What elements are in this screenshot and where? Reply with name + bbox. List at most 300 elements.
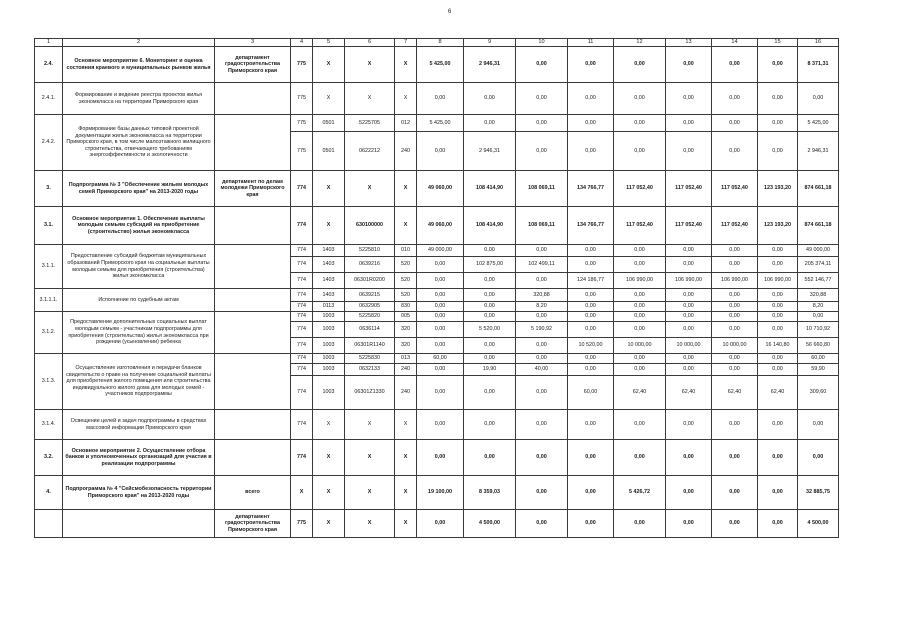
table-cell: 3.1.4. bbox=[35, 410, 63, 440]
table-cell: 874 661,18 bbox=[798, 171, 839, 207]
table-cell: 0,00 bbox=[568, 354, 614, 364]
table-cell: 0,00 bbox=[614, 245, 666, 257]
table-cell: 0,00 bbox=[614, 83, 666, 115]
table-cell: 0,00 bbox=[614, 510, 666, 538]
table-cell: 117 052,40 bbox=[712, 207, 758, 245]
table-cell: 0,00 bbox=[568, 510, 614, 538]
table-cell: 117 052,40 bbox=[712, 171, 758, 207]
table-cell: 4 500,00 bbox=[798, 510, 839, 538]
table-cell: 0,00 bbox=[758, 302, 798, 312]
table-cell: 06301R1140 bbox=[345, 338, 395, 354]
table-cell: 0,00 bbox=[516, 338, 568, 354]
column-header: 8 bbox=[417, 39, 464, 47]
table-cell: Х bbox=[345, 410, 395, 440]
table-cell: 19,90 bbox=[464, 364, 516, 376]
table-cell: 0,00 bbox=[417, 132, 464, 171]
table-cell: 59,90 bbox=[798, 364, 839, 376]
column-header: 15 bbox=[758, 39, 798, 47]
table-cell: 552 146,77 bbox=[798, 273, 839, 289]
table-cell: 0,00 bbox=[712, 302, 758, 312]
table-cell: 0,00 bbox=[666, 510, 712, 538]
table-cell: 0,00 bbox=[516, 312, 568, 322]
table-cell: 4 500,00 bbox=[464, 510, 516, 538]
table-cell: Предоставление субсидий бюджетам муниципальных образований Приморского края на социальные выплаты молодым семьям для приобретения (строительства) жилья экономкласса bbox=[63, 245, 215, 289]
column-number-row bbox=[35, 39, 839, 47]
column-header: 13 bbox=[666, 39, 712, 47]
table-cell: 0,00 bbox=[417, 83, 464, 115]
table-cell: Х bbox=[345, 440, 395, 476]
table-cell: 774 bbox=[291, 354, 313, 364]
table-cell: 0,00 bbox=[417, 289, 464, 302]
table-cell: 0,00 bbox=[712, 115, 758, 132]
column-header: 14 bbox=[712, 39, 758, 47]
table-cell: 0,00 bbox=[758, 440, 798, 476]
table-cell: 8 371,31 bbox=[798, 47, 839, 83]
table-cell: 0,00 bbox=[614, 47, 666, 83]
table-cell: 1403 bbox=[313, 289, 345, 302]
table-cell: 0501 bbox=[313, 132, 345, 171]
table-cell: 0,00 bbox=[417, 410, 464, 440]
table-cell: 0,00 bbox=[417, 257, 464, 273]
table-cell: 124 186,77 bbox=[568, 273, 614, 289]
table-cell: 102 499,11 bbox=[516, 257, 568, 273]
table-cell: 013 bbox=[395, 354, 417, 364]
table-cell: 0,00 bbox=[417, 364, 464, 376]
table-cell: 0,00 bbox=[464, 410, 516, 440]
table-cell: 123 193,20 bbox=[758, 171, 798, 207]
table-cell: Освещение целей и задач подпрограммы в средствах массовой информации Приморского края bbox=[63, 410, 215, 440]
table-cell: 5 426,72 bbox=[614, 476, 666, 510]
table-row bbox=[35, 476, 839, 510]
table-cell: 62,40 bbox=[614, 376, 666, 410]
table-cell: 0501 bbox=[313, 115, 345, 132]
table-cell: 62,40 bbox=[758, 376, 798, 410]
table-cell: 2 946,31 bbox=[464, 47, 516, 83]
table-cell: 0,00 bbox=[666, 440, 712, 476]
table-cell: 56 660,80 bbox=[798, 338, 839, 354]
table-cell: всего bbox=[215, 476, 291, 510]
table-cell: 0,00 bbox=[464, 354, 516, 364]
table-cell: Х bbox=[345, 171, 395, 207]
table-cell: 0,00 bbox=[666, 289, 712, 302]
column-header: 7 bbox=[395, 39, 417, 47]
table-cell: 309,60 bbox=[798, 376, 839, 410]
table-cell: 134 766,77 bbox=[568, 207, 614, 245]
table-cell bbox=[215, 83, 291, 115]
table-cell: 0,00 bbox=[666, 245, 712, 257]
table-cell: Х bbox=[291, 476, 313, 510]
table-cell: 774 bbox=[291, 273, 313, 289]
table-cell: 1403 bbox=[313, 257, 345, 273]
table-cell: 0,00 bbox=[758, 476, 798, 510]
table-cell bbox=[215, 410, 291, 440]
table-cell: 0,00 bbox=[758, 115, 798, 132]
table-cell: Х bbox=[313, 410, 345, 440]
table-cell: 4. bbox=[35, 476, 63, 510]
table-cell: 0,00 bbox=[568, 322, 614, 338]
table-cell: 1003 bbox=[313, 364, 345, 376]
table-cell: Х bbox=[395, 83, 417, 115]
table-cell: 0,00 bbox=[417, 510, 464, 538]
table-cell: 108 414,90 bbox=[464, 171, 516, 207]
table-cell: 0,00 bbox=[568, 364, 614, 376]
table-cell bbox=[35, 510, 63, 538]
table-cell: 1003 bbox=[313, 312, 345, 322]
table-cell: 117 052,40 bbox=[666, 171, 712, 207]
table-cell: 0,00 bbox=[516, 245, 568, 257]
table-cell: 49 000,00 bbox=[798, 245, 839, 257]
table-cell: 62,40 bbox=[666, 376, 712, 410]
table-cell bbox=[215, 354, 291, 410]
table-cell: 774 bbox=[291, 338, 313, 354]
table-cell: 0639216 bbox=[345, 257, 395, 273]
table-cell: Х bbox=[395, 510, 417, 538]
table-cell: 0,00 bbox=[516, 132, 568, 171]
table-cell: 0,00 bbox=[568, 302, 614, 312]
table-cell: 0,00 bbox=[666, 322, 712, 338]
table-cell: 0639215 bbox=[345, 289, 395, 302]
table-cell: Х bbox=[395, 47, 417, 83]
table-cell: Подпрограмма № 3 "Обеспечение жильем молодых семей Приморского края" на 2013-2020 годы bbox=[63, 171, 215, 207]
table-cell: 774 bbox=[291, 376, 313, 410]
table-cell: 0,00 bbox=[712, 132, 758, 171]
table-cell: 0,00 bbox=[666, 364, 712, 376]
table-cell: Х bbox=[395, 476, 417, 510]
table-cell: 240 bbox=[395, 376, 417, 410]
table-cell: 0,00 bbox=[614, 410, 666, 440]
table-cell: 0,00 bbox=[568, 410, 614, 440]
table-cell: 0,00 bbox=[712, 354, 758, 364]
table-cell: 0,00 bbox=[798, 83, 839, 115]
table-cell: 0,00 bbox=[758, 354, 798, 364]
table-cell: Х bbox=[395, 440, 417, 476]
table-cell: 49 060,00 bbox=[417, 207, 464, 245]
column-header: 12 bbox=[614, 39, 666, 47]
table-cell: 0,00 bbox=[568, 312, 614, 322]
table-cell: 0,00 bbox=[516, 376, 568, 410]
table-cell: 0,00 bbox=[568, 83, 614, 115]
table-cell: 32 885,75 bbox=[798, 476, 839, 510]
table-cell: 2.4.2. bbox=[35, 115, 63, 171]
table-cell: 830 bbox=[395, 302, 417, 312]
table-cell: 0,00 bbox=[712, 440, 758, 476]
table-cell: 320,88 bbox=[516, 289, 568, 302]
table-cell: 5 425,00 bbox=[417, 115, 464, 132]
table-cell: 775 bbox=[291, 115, 313, 132]
table-cell: Формирование и ведение реестра проектов жилья экономкласса на территории Приморского края bbox=[63, 83, 215, 115]
table-cell: 774 bbox=[291, 257, 313, 273]
table-cell: 49 060,00 bbox=[417, 171, 464, 207]
table-cell: 5225705 bbox=[345, 115, 395, 132]
table-cell: 16 140,80 bbox=[758, 338, 798, 354]
table-cell: 0,00 bbox=[417, 376, 464, 410]
column-header: 16 bbox=[798, 39, 839, 47]
table-cell: 0,00 bbox=[516, 440, 568, 476]
table-cell: 874 661,18 bbox=[798, 207, 839, 245]
column-header: 5 bbox=[313, 39, 345, 47]
table-cell: 5225820 bbox=[345, 312, 395, 322]
column-header: 2 bbox=[63, 39, 215, 47]
table-cell: 2.4.1. bbox=[35, 83, 63, 115]
table-cell: 117 052,40 bbox=[666, 207, 712, 245]
table-cell: 0,00 bbox=[712, 410, 758, 440]
table-cell: 0,00 bbox=[516, 115, 568, 132]
table-cell: 1003 bbox=[313, 376, 345, 410]
table-cell: 520 bbox=[395, 289, 417, 302]
table-cell: Х bbox=[345, 510, 395, 538]
table-cell: 0,00 bbox=[666, 476, 712, 510]
table-cell: Подпрограмма № 4 "Сейсмобезопасность территории Приморского края" на 2013-2020 годы bbox=[63, 476, 215, 510]
table-cell: 1003 bbox=[313, 338, 345, 354]
table-cell: 775 bbox=[291, 83, 313, 115]
table-cell: 0,00 bbox=[568, 257, 614, 273]
table-cell: 240 bbox=[395, 132, 417, 171]
table-row bbox=[35, 83, 839, 115]
table-cell: Х bbox=[395, 171, 417, 207]
table-cell: Х bbox=[345, 47, 395, 83]
table-cell: 0,00 bbox=[568, 476, 614, 510]
table-cell: 62,40 bbox=[712, 376, 758, 410]
table-cell: 774 bbox=[291, 440, 313, 476]
column-header: 9 bbox=[464, 39, 516, 47]
table-cell: 0,00 bbox=[516, 83, 568, 115]
table-cell: 630100000 bbox=[345, 207, 395, 245]
table-row bbox=[35, 171, 839, 207]
table-row bbox=[35, 312, 839, 322]
column-header: 3 bbox=[215, 39, 291, 47]
table-cell: Х bbox=[313, 83, 345, 115]
table-row bbox=[35, 47, 839, 83]
table-cell: 8 359,03 bbox=[464, 476, 516, 510]
table-cell: 108 414,90 bbox=[464, 207, 516, 245]
table-cell: 0,00 bbox=[712, 476, 758, 510]
table-cell: 0,00 bbox=[758, 83, 798, 115]
table-row bbox=[35, 440, 839, 476]
table-cell: 10 000,00 bbox=[614, 338, 666, 354]
column-header: 6 bbox=[345, 39, 395, 47]
table-row bbox=[35, 510, 839, 538]
table-cell: 123 193,20 bbox=[758, 207, 798, 245]
table-cell: 0,00 bbox=[758, 257, 798, 273]
table-cell: Формирование базы данных типовой проектной документации жилья экономкласса на территории Приморского края, в том числе малоэтажного жилищного строительства, отвечающего требованиям энергоэффективности и экологичности bbox=[63, 115, 215, 171]
table-cell: 0,00 bbox=[614, 312, 666, 322]
table-cell: 0,00 bbox=[516, 410, 568, 440]
table-cell: 0,00 bbox=[464, 115, 516, 132]
table-cell: 3.1.1.1. bbox=[35, 289, 63, 312]
table-cell: 0,00 bbox=[666, 302, 712, 312]
table-cell: 0,00 bbox=[758, 510, 798, 538]
table-cell: 0,00 bbox=[614, 354, 666, 364]
table-cell: 60,00 bbox=[798, 354, 839, 364]
table-cell: 320,88 bbox=[798, 289, 839, 302]
table-cell: 5 520,00 bbox=[464, 322, 516, 338]
table-cell: 0,00 bbox=[568, 289, 614, 302]
table-cell: департамент градостроительства Приморского края bbox=[215, 510, 291, 538]
table-cell: 240 bbox=[395, 364, 417, 376]
table-cell: 0,00 bbox=[758, 245, 798, 257]
table-cell: 0,00 bbox=[417, 322, 464, 338]
table-cell: 0,00 bbox=[666, 410, 712, 440]
table-cell: 0,00 bbox=[516, 510, 568, 538]
table-cell: 0,00 bbox=[464, 338, 516, 354]
table-cell: 8,20 bbox=[516, 302, 568, 312]
table-cell: 2 946,31 bbox=[798, 132, 839, 171]
table-cell bbox=[215, 115, 291, 171]
table-cell: 520 bbox=[395, 273, 417, 289]
table-cell: 5225810 bbox=[345, 245, 395, 257]
table-cell: 005 bbox=[395, 312, 417, 322]
budget-table bbox=[34, 38, 839, 538]
table-cell: 2 946,31 bbox=[464, 132, 516, 171]
table-cell: 0,00 bbox=[417, 273, 464, 289]
table-cell: 0,00 bbox=[464, 245, 516, 257]
table-cell: 012 bbox=[395, 115, 417, 132]
table-cell: 0,00 bbox=[758, 289, 798, 302]
table-cell: 3.2. bbox=[35, 440, 63, 476]
table-cell bbox=[215, 207, 291, 245]
table-cell: Основное мероприятие 1. Обеспечение выплаты молодым семьям субсидий на приобретение (строительство) жилья экономкласса bbox=[63, 207, 215, 245]
table-cell: 0,00 bbox=[464, 376, 516, 410]
table-cell: 0,00 bbox=[516, 476, 568, 510]
table-cell: 0,00 bbox=[568, 47, 614, 83]
table-cell: 0,00 bbox=[568, 245, 614, 257]
table-cell: 49 000,00 bbox=[417, 245, 464, 257]
table-cell: 0,00 bbox=[712, 289, 758, 302]
table-cell: 205 374,11 bbox=[798, 257, 839, 273]
table-cell: Х bbox=[313, 510, 345, 538]
table-cell: 520 bbox=[395, 257, 417, 273]
table-cell: 0632905 bbox=[345, 302, 395, 312]
table-cell: 0,00 bbox=[417, 440, 464, 476]
table-cell: 0,00 bbox=[758, 322, 798, 338]
table-cell: 10 000,00 bbox=[712, 338, 758, 354]
column-header: 1 bbox=[35, 39, 63, 47]
table-cell: 8,20 bbox=[798, 302, 839, 312]
table-cell: 3.1.3. bbox=[35, 354, 63, 410]
table-cell: 106 990,00 bbox=[614, 273, 666, 289]
table-cell: 0,00 bbox=[614, 322, 666, 338]
table-cell: 0,00 bbox=[568, 440, 614, 476]
table-cell: 0,00 bbox=[758, 312, 798, 322]
table-cell: 775 bbox=[291, 510, 313, 538]
table-cell: 19 100,00 bbox=[417, 476, 464, 510]
table-cell: 1403 bbox=[313, 273, 345, 289]
table-cell: 40,00 bbox=[516, 364, 568, 376]
table-cell: 0,00 bbox=[712, 322, 758, 338]
table-cell: 60,00 bbox=[568, 376, 614, 410]
table-cell: 0,00 bbox=[712, 510, 758, 538]
table-cell: 774 bbox=[291, 410, 313, 440]
table-cell: департамент по делам молодежи Приморского края bbox=[215, 171, 291, 207]
table-cell: 0,00 bbox=[417, 302, 464, 312]
table-cell: 117 052,40 bbox=[614, 207, 666, 245]
table-cell: 0,00 bbox=[417, 338, 464, 354]
table-cell: 0,00 bbox=[798, 440, 839, 476]
table-body bbox=[35, 39, 839, 538]
table-cell: 775 bbox=[291, 132, 313, 171]
table-cell: 0,00 bbox=[712, 83, 758, 115]
table-row bbox=[35, 115, 839, 132]
table-cell: 0,00 bbox=[666, 132, 712, 171]
table-cell: 0,00 bbox=[712, 257, 758, 273]
table-cell: 774 bbox=[291, 302, 313, 312]
table-cell: 106 990,00 bbox=[758, 273, 798, 289]
table-cell: 0,00 bbox=[464, 289, 516, 302]
table-cell: 106 990,00 bbox=[712, 273, 758, 289]
table-cell: 3.1.2. bbox=[35, 312, 63, 354]
table-cell: Исполнение по судебным актам bbox=[63, 289, 215, 312]
table-cell: 0632133 bbox=[345, 364, 395, 376]
table-cell: 0,00 bbox=[516, 47, 568, 83]
table-cell: 320 bbox=[395, 338, 417, 354]
table-cell: 0,00 bbox=[666, 354, 712, 364]
table-cell: 108 069,11 bbox=[516, 207, 568, 245]
table-cell: Х bbox=[313, 171, 345, 207]
table-cell: 0,00 bbox=[758, 364, 798, 376]
table-cell: 0,00 bbox=[712, 245, 758, 257]
table-cell: Основное мероприятие 6. Мониторинг и оценка состояния краевого и муниципальных рынков жилья bbox=[63, 47, 215, 83]
table-cell: 2.4. bbox=[35, 47, 63, 83]
table-cell: 0,00 bbox=[712, 312, 758, 322]
table-cell: Х bbox=[345, 476, 395, 510]
table-cell: 134 766,77 bbox=[568, 171, 614, 207]
table-cell: 0,00 bbox=[464, 83, 516, 115]
table-cell: 0,00 bbox=[758, 410, 798, 440]
table-cell: 0,00 bbox=[798, 410, 839, 440]
table-cell: 774 bbox=[291, 207, 313, 245]
table-cell: 3.1. bbox=[35, 207, 63, 245]
table-cell: 775 bbox=[291, 47, 313, 83]
table-cell: департамент градостроительства Приморского края bbox=[215, 47, 291, 83]
table-cell: 0,00 bbox=[568, 132, 614, 171]
table-cell: 1003 bbox=[313, 322, 345, 338]
table-cell: Х bbox=[345, 83, 395, 115]
table-cell: 0,00 bbox=[614, 289, 666, 302]
table-cell: 774 bbox=[291, 245, 313, 257]
table-cell: Х bbox=[313, 440, 345, 476]
table-cell: 0,00 bbox=[464, 273, 516, 289]
table-cell: 0,00 bbox=[758, 47, 798, 83]
table-cell: 0,00 bbox=[516, 273, 568, 289]
table-cell: 0,00 bbox=[712, 364, 758, 376]
table-cell: 774 bbox=[291, 322, 313, 338]
table-cell: 0,00 bbox=[666, 312, 712, 322]
table-cell: 0,00 bbox=[464, 440, 516, 476]
table-cell: 10 520,00 bbox=[568, 338, 614, 354]
table-cell: 0,00 bbox=[614, 364, 666, 376]
table-cell: 774 bbox=[291, 289, 313, 302]
table-cell: Х bbox=[313, 47, 345, 83]
column-header: 10 bbox=[516, 39, 568, 47]
table-cell: 774 bbox=[291, 364, 313, 376]
table-cell: 0,00 bbox=[614, 440, 666, 476]
table-cell: 0,00 bbox=[666, 257, 712, 273]
table-cell bbox=[215, 245, 291, 289]
table-cell: 1403 bbox=[313, 245, 345, 257]
table-cell: 0,00 bbox=[666, 115, 712, 132]
table-cell: 5 190,92 bbox=[516, 322, 568, 338]
table-cell: 0,00 bbox=[712, 47, 758, 83]
table-cell: 10 000,00 bbox=[666, 338, 712, 354]
table-cell bbox=[63, 510, 215, 538]
table-cell: 0,00 bbox=[614, 115, 666, 132]
table-cell: 3.1.1. bbox=[35, 245, 63, 289]
column-header: 11 bbox=[568, 39, 614, 47]
table-cell bbox=[215, 440, 291, 476]
table-cell: 0113 bbox=[313, 302, 345, 312]
table-cell: 0,00 bbox=[417, 312, 464, 322]
table-cell: 774 bbox=[291, 312, 313, 322]
